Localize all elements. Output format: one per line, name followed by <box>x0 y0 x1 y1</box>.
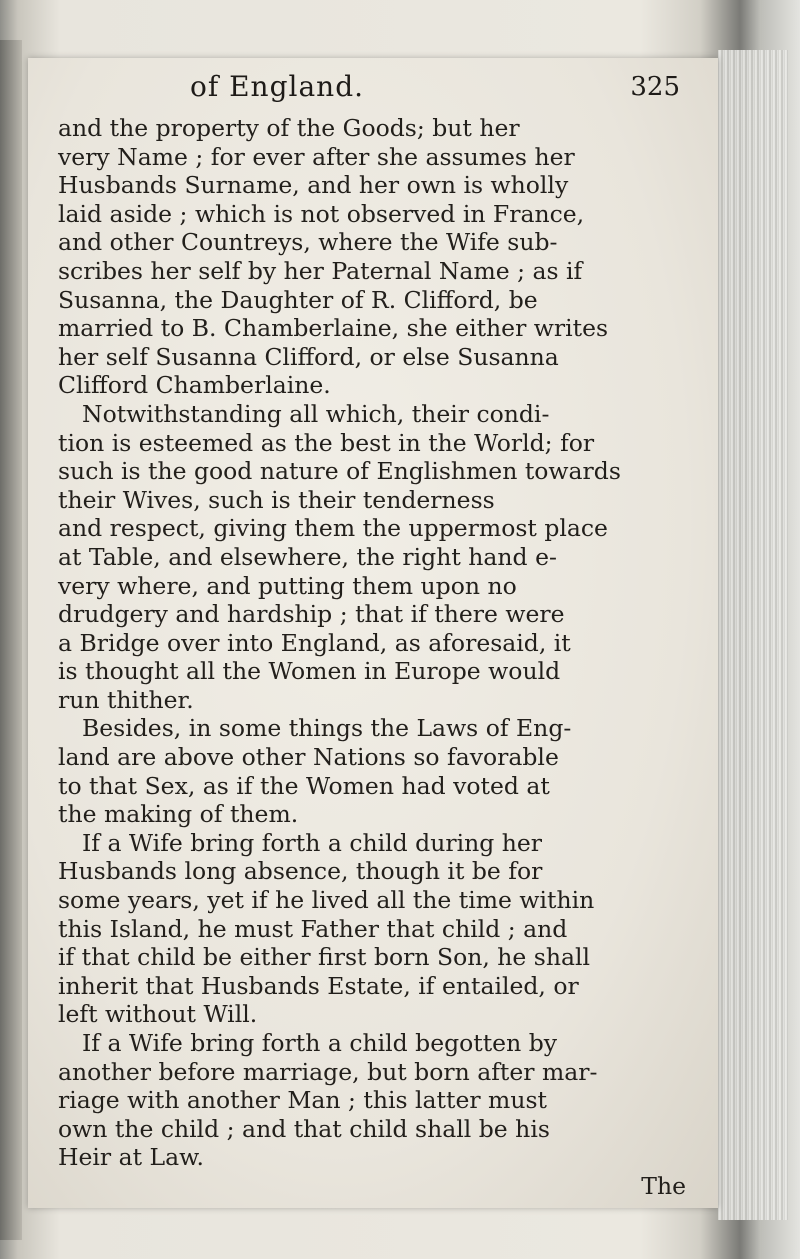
book-gutter <box>0 40 22 1240</box>
catchword: The <box>641 1171 686 1200</box>
text-line: very where, and putting them upon no <box>58 571 517 600</box>
text-line: this Island, he must Father that child ; and <box>58 914 568 943</box>
text-line: her self Susanna Clifford, or else Susanna <box>58 342 559 371</box>
text-line: another before marriage, but born after mar- <box>58 1057 598 1086</box>
text-line: their Wives, such is their tenderness <box>58 485 495 514</box>
text-line: a Bridge over into England, as aforesaid, it <box>58 628 571 657</box>
text-line: If a Wife bring forth a child during her <box>82 828 543 857</box>
text-line: very Name ; for ever after she assumes her <box>58 142 575 171</box>
text-line: the making of them. <box>58 800 299 829</box>
text-line: Besides, in some things the Laws of Eng- <box>82 714 572 743</box>
text-line: married to B. Chamberlaine, she either writes <box>58 314 609 343</box>
text-line: some years, yet if he lived all the time within <box>58 886 595 915</box>
page-number: 325 <box>630 72 680 102</box>
text-line: at Table, and elsewhere, the right hand e- <box>58 542 557 571</box>
text-line: run thither. <box>58 685 194 714</box>
text-line: Notwithstanding all which, their condi- <box>82 399 550 428</box>
text-line: left without Will. <box>58 1000 258 1029</box>
text-line: to that Sex, as if the Women had voted at <box>58 771 550 800</box>
text-line: and other Countreys, where the Wife sub- <box>58 228 558 257</box>
text-line: tion is esteemed as the best in the World; for <box>58 428 595 457</box>
text-line: is thought all the Women in Europe would <box>58 657 561 686</box>
page-header <box>40 70 680 110</box>
text-line: Clifford Chamberlaine. <box>58 371 331 400</box>
text-line: and respect, giving them the uppermost place <box>58 514 608 543</box>
text-line: Husbands long absence, though it be for <box>58 857 543 886</box>
text-line: Heir at Law. <box>58 1143 204 1172</box>
text-line: riage with another Man ; this latter must <box>58 1086 547 1115</box>
page-edges <box>718 50 788 1220</box>
text-line: If a Wife bring forth a child begotten by <box>82 1029 558 1057</box>
text-line: Susanna, the Daughter of R. Clifford, be <box>58 285 538 314</box>
text-line: drudgery and hardship ; that if there were <box>58 600 565 629</box>
running-head: of England. <box>190 70 365 103</box>
text-line: such is the good nature of Englishmen towards <box>58 457 621 486</box>
text-line: Husbands Surname, and her own is wholly <box>58 171 569 200</box>
text-line: laid aside ; which is not observed in France, <box>58 199 585 228</box>
text-line: and the property of the Goods; but her <box>58 114 520 142</box>
body-text <box>58 114 708 1201</box>
text-line: if that child be either first born Son, he shall <box>58 943 591 972</box>
text-line: scribes her self by her Paternal Name ; as if <box>58 256 583 285</box>
text-line: own the child ; and that child shall be his <box>58 1114 550 1143</box>
text-line: inherit that Husbands Estate, if entailed, or <box>58 971 579 1000</box>
text-line: land are above other Nations so favorable <box>58 743 559 772</box>
